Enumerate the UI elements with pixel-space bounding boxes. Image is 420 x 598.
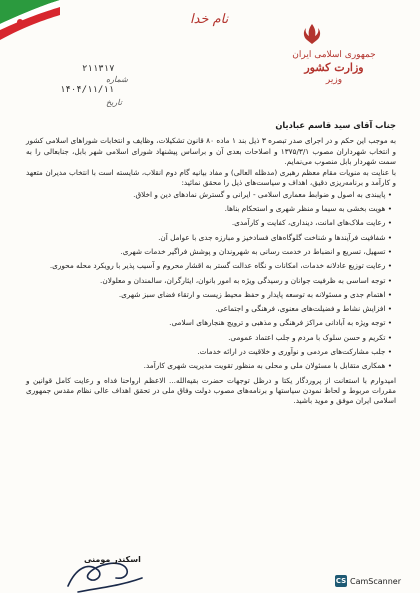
policy-item: • توجه اساسی به ظرفیت جوانان و رسیدگی ویژه به امور بانوان، ایثارگران، سالمندان و معلولان. [100,275,392,285]
policy-item: • افزایش نشاط و فضیلت‌های معنوی، فرهنگی و اجتماعی. [215,304,392,314]
policy-item: • تسهیل، تسریع و انضباط در خدمت رسانی به شهروندان و پوشش فراگیر خدمات شهری. [120,246,392,256]
camscanner-label: CamScanner [350,576,402,586]
policy-item: • اهتمام جدی و مسئولانه به توسعه پایدار و حفظ محیط زیست و ارتقاء فضای سبز شهری. [118,289,392,299]
camscanner-icon: CS [335,577,347,585]
org-ministry: وزارت کشور [304,61,364,74]
number-label: شماره [106,75,128,84]
policy-item: • همکاری متقابل با مسئولان ملی و محلی به منظور تقویت مدیریت شهری کارآمد. [143,361,392,371]
policy-item: • رعایت توزیع عادلانه خدمات، امکانات و نگاه عدالت گستر به اقشار محروم و آسیب پذیر با رویکرد محله محوری. [49,261,392,271]
policy-item: • هویت بخشی به سیما و منظر شهری و استحکام بناها. [224,204,392,214]
bismillah-logo: نام خدا [190,12,229,27]
date-label: تاریخ [106,98,122,107]
letter-date: ۱۴۰۴/۱۱/۱۱ [60,85,115,95]
letter-body [26,120,396,414]
policy-item: • شفافیت فرآیندها و شناخت گلوگاه‌های فسادخیز و مبارزه جدی با عوامل آن. [158,232,392,242]
guidance-paragraph: با عنایت به منویات مقام معظم رهبری (مدظله العالی) و مفاد بیانیه گام دوم انقلاب، شایسته است با انتخاب مدیران متعهد و کارآمد و برنامه‌ریزی دقیق، اهداف و سیاست‌های ذیل را محقق نمائید: [26,168,396,188]
policy-list [26,190,396,372]
iran-flag-icon [0,0,60,45]
camscanner-watermark [335,575,401,587]
intro-paragraph: به موجب این حکم و در اجرای صدر تبصره ۳ ذیل بند ۱ ماده ۸۰ قانون تشکیلات، وظایف و انتخابات شوراهای اسلامی کشور و انتخاب شهرداران مصوب ۱۳۷۵/۳/۱ و اصلاحات بعدی آن و براساس پیشنهاد شورای اسلامی شهر بابل، جنابعالی را به سمت شهردار بابل منصوب می‌نمایم. [26,136,396,166]
letter-number: ۲۱۱۳۱۷ [82,64,115,74]
policy-item: • پایبندی به اصول و ضوابط معماری اسلامی - ایرانی و گسترش نمادهای دین و اخلاق. [133,189,392,199]
policy-item: • تکریم و حسن سلوک با مردم و جلب اعتماد عمومی. [228,332,392,342]
policy-item: • جلب مشارکت‌های مردمی و نوآوری و خلاقیت در ارائه خدمات. [197,347,392,357]
policy-item: • رعایت ملاک‌های امانت، دینداری، کفایت و کارآمدی. [231,218,392,228]
policy-item: • توجه ویژه به آبادانی مراکز فرهنگی و مذهبی و ترویج هنجارهای اسلامی. [169,318,392,328]
iran-emblem-icon [300,22,324,46]
org-title: وزیر [325,75,343,85]
ministry-header [274,50,394,85]
closing-paragraph: امیدوارم با استعانت از پروردگار یکتا و درظل توجهات حضرت بقیه‌الله... الاعظم ارواحنا فداه و رعایت کامل قوانین و مقررات مربوط و لحاظ نمودن سیاستها و برنامه‌های مصوب دولت وفاق ملی در تحقق اهداف عالی نظام مقدس جمهوری اسلامی ایران موفق و موید باشید. [26,375,396,406]
salutation: جناب آقای سید قاسم عبادیان [275,120,396,130]
org-country: جمهوری اسلامی ایران [292,50,376,60]
signer-name: اسکندر مومنی [84,555,141,564]
